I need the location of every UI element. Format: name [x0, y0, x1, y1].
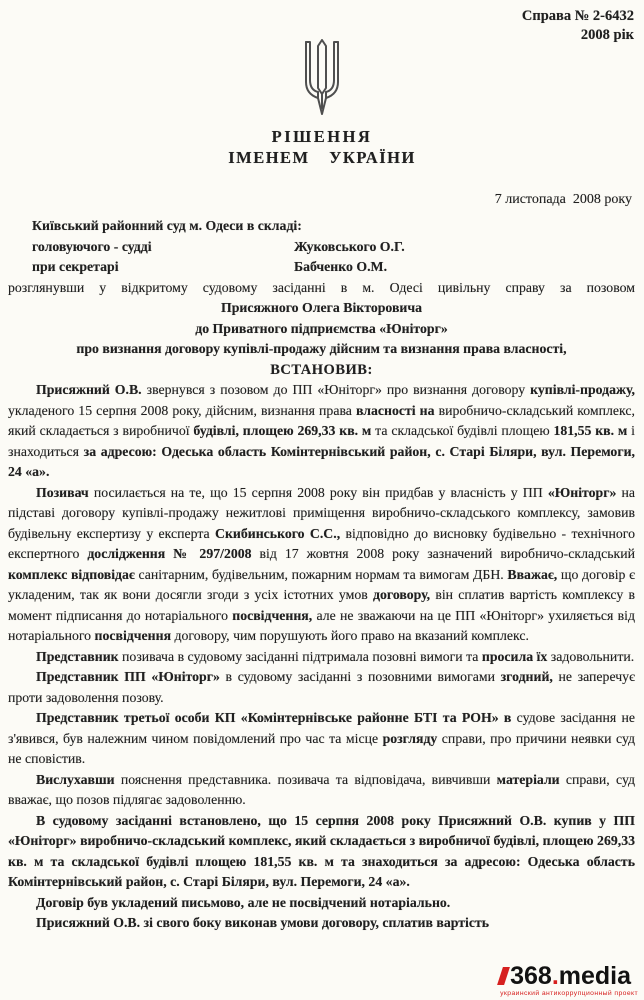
document-body: [8, 216, 635, 934]
paragraph: В судовому засіданні встановлено, що 15 серпня 2008 року Присяжний О.В. купив у ПП «Юніторг» виробничо-складський комплекс, який складається з виробничої будівлі, площею 269,33 кв. м та складської будівлі площею 181,55 кв. м та знаходиться за адресою: Одеська область Комінтернівський район, с. Старі Біляри, вул. Перемоги, 24 «а».: [8, 812, 635, 889]
judge-label: головуючого - судді: [32, 238, 152, 254]
watermark-suffix: media: [558, 962, 632, 990]
paragraph: Вислухавши пояснення представника. позивача та відповідача, вивчивши матеріали справи, суд вважає, що позов підлягає задоволенню.: [8, 771, 635, 807]
trident-emblem-icon: [0, 36, 644, 118]
case-subject: про визнання договору купівлі-продажу дійсним та визнання права власності,: [76, 341, 567, 356]
watermark-number: 368: [510, 962, 552, 990]
secretary-label: при секретарі: [32, 259, 119, 274]
case-number: Справа № 2-6432: [521, 8, 634, 24]
watermark-dot: .: [551, 962, 559, 990]
paragraph: Присяжний О.В. звернувся з позовом до ПП «Юніторг» про визнання договору купівлі-продажу, укладеного 15 серпня 2008 року, дійсним, визнання права власності на виробничо-складський комплекс, який складається з виробничої будівлі, площею 269,33 кв. м та складської будівлі площею 181,55 кв. м і знаходиться за адресою: Одеська область Комінтернівський район, с. Старі Біляри, вул. Перемоги, 24 «а».: [8, 382, 635, 479]
title-block: [0, 126, 644, 168]
document-title: РІШЕННЯ: [271, 127, 373, 146]
paragraph: Представник позивача в судовому засіданні підтримала позовні вимоги та просила їх задовольнити.: [36, 648, 635, 664]
plaintiff-name: Присяжного Олега Вікторовича: [220, 300, 423, 315]
judge-name: Жуковського О.Г.: [294, 238, 405, 254]
paragraph: Присяжний О.В. зі свого боку виконав умови договору, сплатив вартість: [36, 915, 490, 930]
red-slash-icon: [497, 967, 510, 985]
paragraph: Позивач посилається на те, що 15 серпня 2008 року він придбав у власність у ПП «Юніторг» на підставі договору купівлі-продажу нежитлові приміщення виробничо-складського комплексу, замовив будівельну експертизу у експерта Скибинського С.С., відповідно до висновку будівельно - технічного експертного дослідження № 297/2008 від 17 жовтня 2008 року зазначений виробничо-складський комплекс відповідає санітарним, будівельним, пожарним нормам та вимогам ДБН. Вважає, що договір є укладеним, так як вони досягли згоди з усіх істотних умов договору, він сплатив вартість комплексу в момент підписання до нотаріального посвідчення, але не зважаючи на це ПП «Юніторг» ухиляється від нотаріального посвідчення договору, чим порушують його право на вказаний комплекс.: [8, 484, 636, 643]
decision-date: 7 листопада 2008 року: [494, 192, 632, 207]
paragraph: Представник третьої особи КП «Комінтернівське районне БТІ та РОН» в судове засідання не з'явився, був належним чином повідомлений про час та місце розгляду справи, про причини неявки суд не сповістив.: [8, 710, 635, 766]
paragraph: Договір був укладений письмово, але не посвідчений нотаріально.: [36, 894, 451, 910]
defendant-name: до Приватного підприємства «Юніторг»: [195, 320, 448, 336]
secretary-name: Бабченко О.М.: [294, 259, 388, 274]
paragraph: Представник ПП «Юніторг» в судовому засіданні з позовними вимогами згодний, не заперечує проти задоволення позову.: [8, 669, 635, 705]
hearing-line: розглянувши у відкритому судовому засіданні в м. Одесі цивільну справу за позовом: [8, 279, 635, 295]
established-heading: ВСТАНОВИВ:: [270, 361, 373, 378]
case-year: 2008 рік: [580, 27, 634, 43]
decision-paragraphs: [8, 380, 635, 934]
judge-row: [8, 237, 635, 258]
document-subtitle: ІМЕНЕМ УКРАЇНИ: [228, 148, 416, 167]
court-composition-intro: Київський районний суд м. Одеси в складі:: [32, 218, 302, 233]
watermark-logo: [500, 963, 638, 989]
watermark-tagline: украинский антикоррупционный проект: [500, 990, 638, 997]
368media-watermark: [497, 962, 641, 998]
secretary-row: [8, 257, 635, 278]
